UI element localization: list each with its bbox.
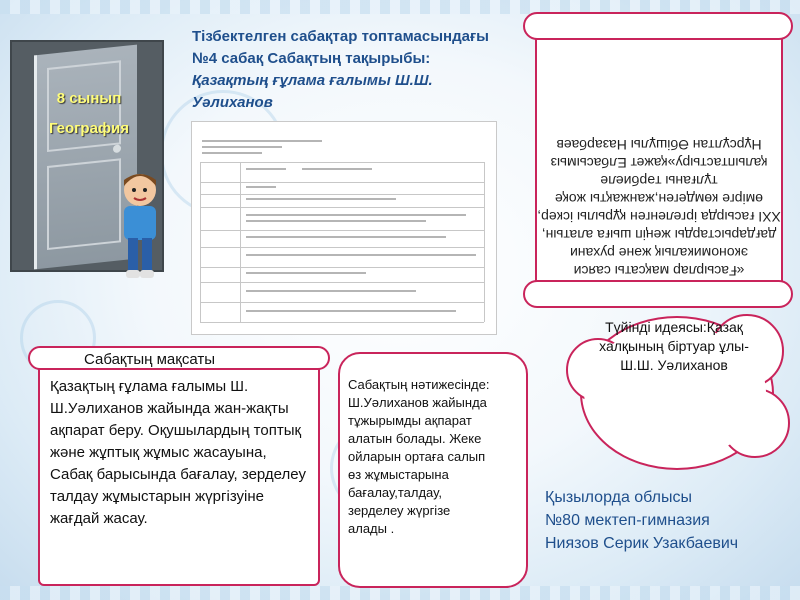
title-line-3: Қазақтың ғұлама ғалымы Ш.Ш.: [192, 72, 433, 89]
result-text: Сабақтың нәтижесінде: Ш.Уәлиханов жайында тұжырымды ақпарат алатын болады. Жеке ойларын ортаға салып өз жұмыстарына бағалау,талдау, зерделеу жүргізе алады .: [348, 377, 490, 536]
author-info: [545, 486, 795, 555]
quote-text: «Ғасырлар мақсаты саяси экономикалық және рухани дағдарыстарды жеңіп шыға алатын, XXI ғасырда іргеленген құрылы іскер, өмірге көмдеген,жанжақты жоқе тұлғаны тәрбиеле қалыптастыру»қажет Елбасымыз Нұрсұлтан Әбішұлы Назарбаев: [537, 137, 781, 279]
lesson-goals-scroll: [28, 346, 328, 584]
door-label: [30, 84, 148, 144]
author-name: Ниязов Серик Узакбаевич: [545, 535, 739, 552]
subject-label: География: [48, 120, 130, 137]
lesson-result-box: [338, 352, 528, 588]
quote-scroll: [523, 10, 791, 310]
author-region: Қызылорда облысы: [545, 489, 692, 506]
door-illustration: [10, 40, 165, 270]
title-line-2: №4 сабақ Сабақтың тақырыбы:: [192, 50, 431, 67]
title-line-1: Тізбектелген сабақтар топтамасындағы: [192, 28, 489, 45]
key-idea-cloud: [560, 308, 790, 470]
goals-text: Қазақтың ғұлама ғалымы Ш. Ш.Уәлиханов жайында жан-жақты ақпарат беру. Оқушылардың топтық және жұптық жұмыс жасауына, Сабақ барысында бағалау, зерделеу талдау жұмыстарын жүргізуіне жағдай жасау.: [50, 378, 306, 527]
title-line-4: Уәлиханов: [192, 94, 273, 111]
author-school: №80 мектеп-гимназия: [545, 512, 710, 529]
lesson-title: [192, 26, 552, 114]
goals-heading: Сабақтың мақсаты: [84, 351, 215, 368]
lesson-plan-document-thumbnail: [191, 121, 497, 335]
key-idea-text: Түйінді идеясы:Қазақ халқының біртуар ұлы-Ш.Ш. Уәлиханов: [599, 319, 749, 373]
peeking-child-illustration: [110, 170, 170, 280]
bottom-ornament: [0, 586, 800, 600]
grade-label: 8 сынып: [56, 90, 122, 107]
